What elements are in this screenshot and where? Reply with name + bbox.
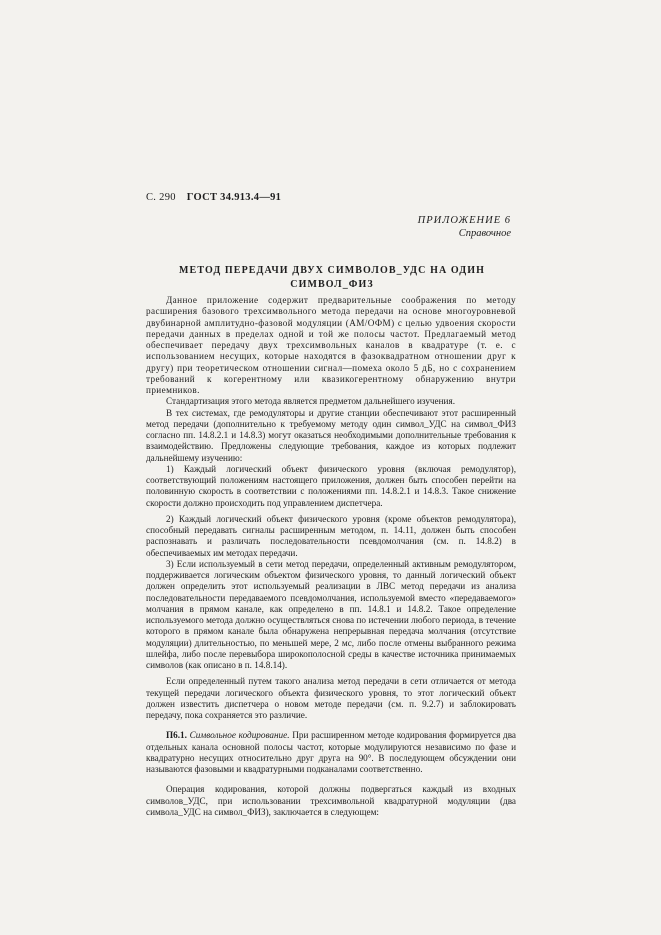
section-number: П6.1. <box>166 730 187 741</box>
paragraph-symbol-coding <box>146 730 516 775</box>
paragraph-method-mismatch: Если определенный путем такого анализа метод передачи в сети отличается от метода текущей передачи логического объекта физического уровня, то этот логический объект должен известить диспетчера о новом методе передачи (см. п. 9.2.7) и заблокировать передачу, пока сохраняется это различие. <box>146 676 516 720</box>
section-text: При расширенном методе кодирования формируется два отдельных канала основной полосы частот, которые модулируются независимо по фазе и квадратурно несущих относительно друг друга на 90°. В последующем обсуждении они называются фазовыми и квадратурными подканалами соответственно. <box>146 730 517 774</box>
paragraph-requirement-1: 1) Каждый логический объект физического уровня (включая ремодулятор), соответствующий положениям настоящего приложения, должен быть способен перейти на половинную скорость в соответствии с положениями пп. 14.8.2.1 и 14.8.3. Такое снижение скорости должно происходить под управлением диспетчера. <box>146 463 516 508</box>
paragraph-requirement-2: 2) Каждый логический объект физического уровня (кроме объектов ремодулятора), способный передавать сигналы расширенным методом, п. 14.11, должен быть способен распознавать и различать последовательности псевдомолчания (см. п. 14.8.2) в обеспечиваемых им методах передачи. <box>146 513 516 558</box>
paragraph-coding-operation: Операция кодирования, которой должны подвергаться каждый из входных символов_УДС, при использовании трехсимвольной квадратурной модуляции (два символа_УДС на символ_ФИЗ), заключается в следующем: <box>146 784 516 817</box>
title-line-2: СИМВОЛ_ФИЗ <box>290 279 374 290</box>
paragraph-standardization: Стандартизация этого метода является предметом дальнейшего изучения. <box>166 396 455 407</box>
title-line-1: МЕТОД ПЕРЕДАЧИ ДВУХ СИМВОЛОВ_УДС НА ОДИН <box>179 265 485 276</box>
paragraph-intro: Данное приложение содержит предварительные соображения по методу расширения базового трехсимвольного метода передачи на основе многоуровневой двубинарной амплитудно-фазовой модуляции (АМ/ОФМ) с целью удвоения скорости передачи данных в пределах одной и той же полосы частот. Предлагаемый метод обеспечивает передачу двух трехсимвольных каналов в квадратуре (т. е. с использованием несущих, которые находятся в фазоквадратном отношении друг к другу) при теоретическом отношении сигнал—помеха около 5 дБ, но с сохранением требований к когерентному или квазикогерентному обнаружению внутри приемников. <box>146 295 516 395</box>
page-number: С. 290 <box>146 192 176 203</box>
appendix-label <box>418 214 511 240</box>
paragraph-requirement-3: 3) Если используемый в сети метод передачи, определенный активным ремодулятором, поддерживается логическим объектом физического уровня, то данный логический объект должен определить этот используемый реализации в ЛВС метод передачи из анализа последовательности передаваемого псевдомолчания, используемой вместо «передаваемого» молчания в прямом канале, как определено в пп. 14.8.1 и 14.8.2. Такое определение используемого метода должно осуществляться снова по истечении любого периода, в течение которого в прямом канале была обнаружена непрерывная передача молчания (отсутствие модуляции) длительностью, по меньшей мере, 2 мс, либо после отмены выбранного режима шлейфа, либо после перевыбора широкополосной среды в качестве источника принимаемых символов (как описано в п. 14.8.14). <box>146 558 516 670</box>
paragraph-requirements: В тех системах, где ремодуляторы и другие станции обеспечивают этот расширенный метод передачи (дополнительно к требуемому методу один символ_УДС на символ_ФИЗ согласно пп. 14.8.2.1 и 14.8.3) могут оказаться необходимыми дополнительные требования к взаимодействию. Предложены следующие требования, каждое из которых подлежит дальнейшему изучению: <box>146 407 516 463</box>
appendix-subtitle: Справочное <box>458 228 511 239</box>
body-text <box>146 295 516 818</box>
document-title <box>150 264 514 292</box>
standard-code: ГОСТ 34.913.4—91 <box>186 192 282 203</box>
appendix-number: ПРИЛОЖЕНИЕ 6 <box>417 215 511 226</box>
section-heading: Символьное кодирование. <box>189 730 290 741</box>
running-head <box>146 192 281 203</box>
